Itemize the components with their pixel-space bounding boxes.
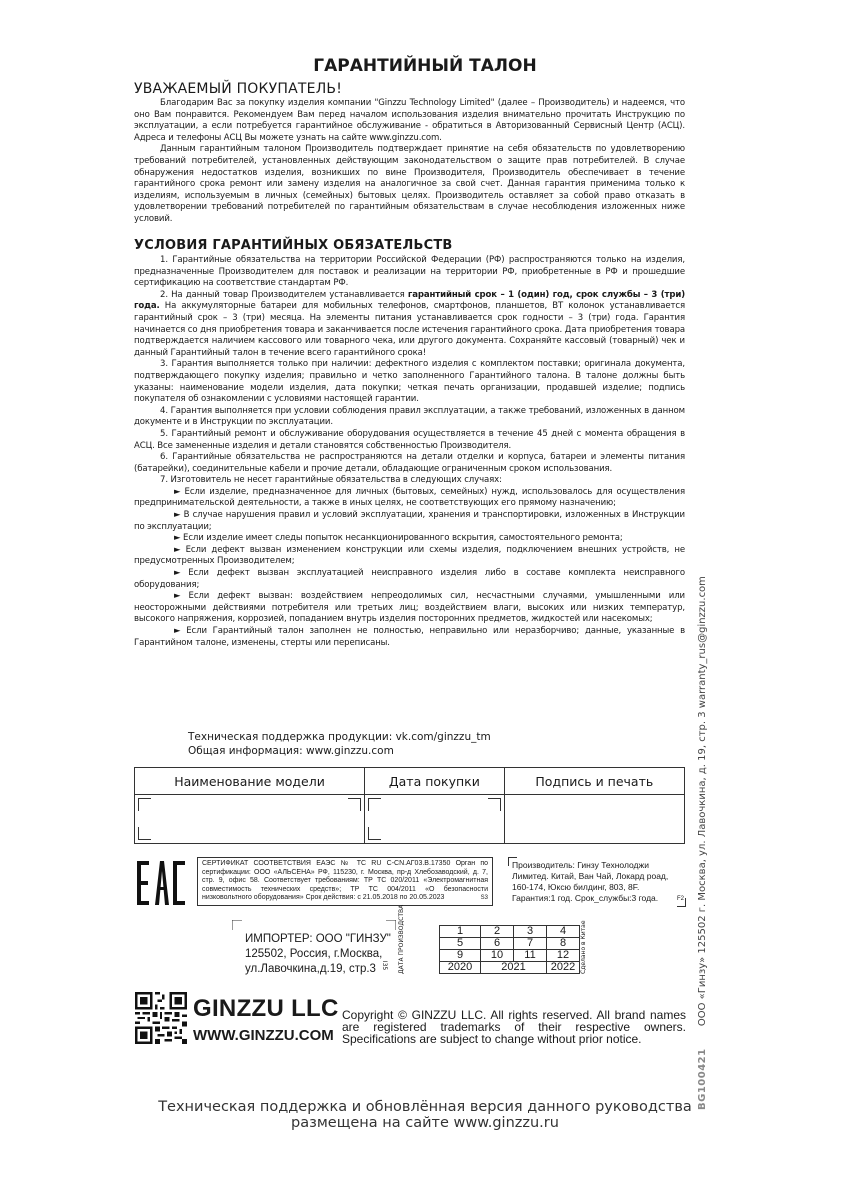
exclusion-bullet: ► Если изделие имеет следы попыток несанкционированного вскрытия, самостоятельного ремонта; xyxy=(174,533,623,544)
year-cell: 2022 xyxy=(547,962,580,974)
warranty-term-bold: гарантийный срок – 1 (один) год, срок службы – 3 (три) года. xyxy=(134,289,685,312)
eac-logo-icon xyxy=(135,857,187,909)
month-cell: 4 xyxy=(547,926,580,938)
greeting-heading: УВАЖАЕМЫЙ ПОКУПАТЕЛЬ! xyxy=(134,81,343,97)
production-date-grid xyxy=(439,925,580,974)
signature-field[interactable] xyxy=(504,795,684,844)
purchase-date-field[interactable] xyxy=(365,795,505,844)
qr-code-icon xyxy=(135,992,187,1044)
intro-paragraph: Благодарим Вас за покупку изделия компании "Ginzzu Technology Limited" (далее – Производитель) и надеемся, что оно Вам понравится. Рекомендуем Вам перед началом использования изделия внимательно прочитать Инструкцию по эксплуатации, а если потребуется гарантийное обслуживание - обратиться в Авторизованный Сервисный Центр (АСЦ). Адреса и телефоны АСЦ Вы можете узнать на сайте www.ginzzu.com. xyxy=(134,98,685,143)
condition-item: 5. Гарантийный ремонт и обслуживание оборудования осуществляется в течение 45 дней с момента обращения в АСЦ. Все замененные изделия и детали становятся собственностью Производителя. xyxy=(134,428,685,451)
certificate-text: СЕРТИФИКАТ СООТВЕТСТВИЯ ЕАЭС № TC RU C-CN.АГ03.В.17350 Орган по сертификации: ООО «АЛЬСЕНА» РФ, 115230, г. Москва, пр-д Хлебозаводский, д. 7, стр. 9, офис 58. Соответствует требованиям: ТР ТС 020/2011 «Электромагнитная совместимость технических средств»; ТР ТС 004/2011 «О безопасности низковольтного оборудования» Срок действия: с 21.05.2018 по 20.05.2023 xyxy=(202,860,488,902)
condition-item: 7. Изготовитель не несет гарантийные обязательства в следующих случаях: xyxy=(160,475,502,486)
year-cell: 2020 xyxy=(440,962,481,974)
condition-item: 2. На данный товар Производителем устанавливается гарантийный срок – 1 (один) год, срок службы – 3 (три) года. На аккумуляторные батареи для мобильных телефонов, смартфонов, планшетов, BT колонок устанавливается гарантийный срок – 3 (три) месяца. На элементы питания устанавливается срок годности – 3 (три) года. Гарантия начинается со дня приобретения товара и заканчивается после истечения гарантийного срока. Дата приобретения товара подтверждается наличием кассового или товарного чека, или другого документа. Сохраняйте кассовый (товарный) чек и данный Гарантийный талон в течение всего гарантийного срока! xyxy=(134,289,685,358)
intro-paragraph: Данным гарантийным талоном Производитель подтверждает принятие на себя обязательств по удовлетворению требований потребителей, установленных действующим законодательством о защите прав потребителей. В случае обнаружения недостатков изделия, возникших по вине Производителя, Производитель обеспечивает в течение гарантийного срока ремонт или замену изделия на аналогичное за свой счет. Данная гарантия применима только к изделиям, используемым в личных (семейных) бытовых целях. Производитель оставляет за собой право отказать в удовлетворении требований потребителей по гарантийным обязательствам в случае несоблюдения изложенных ниже условий. xyxy=(134,144,685,224)
made-in-china-label: Сделано в Китае xyxy=(580,920,587,974)
exclusion-bullet: ► В случае нарушения правил и условий эксплуатации, хранения и транспортировки, изложенных в Инструкции по эксплуатации; xyxy=(134,510,685,532)
exclusion-bullet: ► Если Гарантийный талон заполнен не полностью, неправильно или неразборчиво; данные, указанные в Гарантийном талоне, изменены, стерты или переписаны. xyxy=(134,626,685,648)
condition-item: 3. Гарантия выполняется только при наличии: дефектного изделия с комплектом поставки; оригинала документа, подтверждающего покупку изделия; правильно и четко заполненного Гарантийного талона. В талоне должны быть указаны: наименование модели изделия, дата покупки; четкая печать организации, продавшей изделие; подпись покупателя об ознакомлении с условиями настоящей гарантии. xyxy=(134,359,685,405)
page-title: ГАРАНТИЙНЫЙ ТАЛОН xyxy=(313,56,537,76)
side-address xyxy=(697,350,708,1110)
warranty-form-table xyxy=(134,767,685,844)
month-cell: 5 xyxy=(440,938,481,950)
month-cell: 10 xyxy=(481,950,514,962)
certificate-mark: S3 xyxy=(480,895,488,902)
footer-note: Техническая поддержка и обновлённая версия данного руководства размещена на сайте www.ginzzu.ru xyxy=(0,1099,850,1131)
manufacturer-mark: F2 xyxy=(676,896,684,902)
model-name-field[interactable] xyxy=(135,795,365,844)
certificate-box xyxy=(197,857,493,906)
manufacturer-box xyxy=(508,857,686,907)
copyright-text: Copyright © GINZZU LLC. All rights reserved. All brand names are registered trademarks of their respective owners. Specifications are subject to change without prior notice. xyxy=(342,1008,686,1046)
month-cell: 2 xyxy=(481,926,514,938)
month-cell: 8 xyxy=(547,938,580,950)
conditions-section xyxy=(134,255,685,649)
document-code: BG100421 xyxy=(697,1048,708,1110)
footer-site-link: размещена на сайте www.ginzzu.ru xyxy=(291,1115,559,1131)
importer-info: ИМПОРТЕР: ООО "ГИНЗУ" 125502, Россия, г.Москва, ул.Лавочкина,д.19, стр.3 xyxy=(245,933,391,975)
condition-item: 6. Гарантийные обязательства не распространяются на детали отделки и корпуса, батареи и элементы питания (батарейки), соединительные кабели и прочие детали, обладающие ограниченным сроком использования. xyxy=(134,452,685,474)
month-cell: 7 xyxy=(514,938,547,950)
manufacturer-text: Производитель: Гинзу Технолоджи Лимитед. Китай, Ван Чай, Локард роад, 160-174, Юксю билдинг, 803, 8F. Гарантия:1 год. Срок_службы:3 года. xyxy=(512,860,669,903)
condition-item: 4. Гарантия выполняется при условии соблюдения правил эксплуатации, а также требований, изложенных в данном документе и в Инструкции по эксплуатации. xyxy=(134,405,685,428)
month-cell: 12 xyxy=(547,950,580,962)
month-cell: 9 xyxy=(440,950,481,962)
month-cell: 6 xyxy=(481,938,514,950)
month-cell: 11 xyxy=(514,950,547,962)
support-link: Техническая поддержка продукции: vk.com/ginzzu_tm xyxy=(188,731,491,743)
month-cell: 3 xyxy=(514,926,547,938)
condition-item: 1. Гарантийные обязательства на территории Российской Федерации (РФ) распространяются только на изделия, предназначенные Производителем для поставок и реализации на территории РФ, приобретенные в РФ и прошедшие сертификацию на соответствие стандартам РФ. xyxy=(134,255,685,289)
exclusion-bullet: ► Если изделие, предназначенное для личных (бытовых, семейных) нужд, использовалось для осуществления предпринимательской деятельности, а также в иных целях, не соответствующих его прямому назначению; xyxy=(134,486,685,509)
exclusion-bullet: ► Если дефект вызван изменением конструкции или схемы изделия, подключением внешних устройств, не предусмотренных Производителем; xyxy=(134,544,685,567)
signature-header: Подпись и печать xyxy=(504,768,684,795)
company-address: ООО «Гинзу» 125502 г. Москва, ул. Лавочкина, д. 19, стр. 3 warranty_rus@ginzzu.com xyxy=(697,576,708,1027)
exclusion-bullet: ► Если дефект вызван эксплуатацией неисправного изделия либо в составе комплекта неисправного оборудования; xyxy=(134,568,685,590)
year-cell: 2021 xyxy=(481,962,547,974)
month-cell: 1 xyxy=(440,926,481,938)
importer-mark: I35 xyxy=(381,960,389,971)
conditions-heading: УСЛОВИЯ ГАРАНТИЙНЫХ ОБЯЗАТЕЛЬСТВ xyxy=(134,238,453,253)
brand-site-link[interactable]: WWW.GINZZU.COM xyxy=(193,1027,334,1044)
model-name-header: Наименование модели xyxy=(135,768,365,795)
intro-section xyxy=(134,98,685,226)
support-info xyxy=(188,730,491,758)
general-info-link: Общая информация: www.ginzzu.com xyxy=(188,745,394,757)
production-date-label: ДАТА ПРОИЗВОДСТВА xyxy=(398,904,405,974)
purchase-date-header: Дата покупки xyxy=(365,768,505,795)
exclusion-bullet: ► Если дефект вызван: воздействием непреодолимых сил, несчастными случаями, умышленными или неосторожными действиями потребителя или третьих лиц; воздействием влаги, высоких или низких температур, высокого напряжения, коррозией, попаданием внутрь изделия посторонних предметов, жидкостей или насекомых; xyxy=(134,591,685,625)
brand-name: GINZZU LLC xyxy=(193,995,339,1022)
